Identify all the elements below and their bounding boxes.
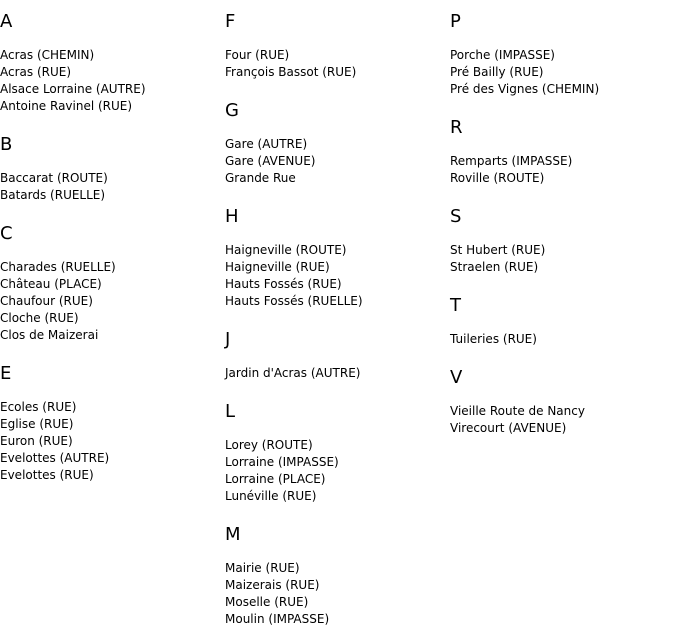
letter-heading: A [0,11,13,32]
street-item[interactable]: Porche (IMPASSE) [450,48,555,62]
street-item[interactable]: Roville (ROUTE) [450,171,545,185]
street-item[interactable]: Acras (CHEMIN) [0,48,95,62]
street-item[interactable]: Pré Bailly (RUE) [450,65,544,79]
letter-group [225,524,445,628]
street-item[interactable]: Straelen (RUE) [450,260,539,274]
letter-heading: P [450,11,461,32]
street-item[interactable]: Evelottes (RUE) [0,468,94,482]
street-list [0,47,220,115]
street-item[interactable]: Cloche (RUE) [0,311,79,325]
letter-heading: J [225,329,231,350]
street-item[interactable]: Mairie (RUE) [225,561,300,575]
column-3 [450,0,670,437]
street-item[interactable]: Alsace Lorraine (AUTRE) [0,82,146,96]
street-item[interactable]: Gare (AUTRE) [225,137,308,151]
letter-group [450,367,670,437]
street-item[interactable]: Lorraine (PLACE) [225,472,326,486]
street-item[interactable]: Château (PLACE) [0,277,102,291]
street-list [225,47,445,81]
letter-group [450,295,670,348]
street-item[interactable]: St Hubert (RUE) [450,243,546,257]
street-list [450,331,670,348]
street-item[interactable]: Charades (RUELLE) [0,260,116,274]
street-item[interactable]: Euron (RUE) [0,434,73,448]
street-item[interactable]: Chaufour (RUE) [0,294,93,308]
street-list [450,403,670,437]
street-item[interactable]: Four (RUE) [225,48,290,62]
letter-group [0,363,220,484]
street-item[interactable]: Moulin (IMPASSE) [225,612,330,626]
letter-heading: S [450,206,462,227]
street-item[interactable]: Vieille Route de Nancy [450,404,585,418]
street-item[interactable]: Baccarat (ROUTE) [0,171,108,185]
letter-heading: G [225,100,239,121]
letter-group [225,401,445,505]
letter-group [450,206,670,276]
street-item[interactable]: Clos de Maizerai [0,328,99,342]
street-item[interactable]: Haigneville (RUE) [225,260,330,274]
street-list [0,170,220,204]
street-item[interactable]: Grande Rue [225,171,296,185]
letter-group [450,11,670,98]
street-item[interactable]: Hauts Fossés (RUELLE) [225,294,363,308]
letter-heading: M [225,524,241,545]
letter-group [225,329,445,382]
letter-heading: T [450,295,461,316]
letter-heading: R [450,117,463,138]
street-item[interactable]: Evelottes (AUTRE) [0,451,110,465]
street-item[interactable]: Lunéville (RUE) [225,489,317,503]
street-list [225,136,445,187]
street-list [0,399,220,484]
street-item[interactable]: Antoine Ravinel (RUE) [0,99,133,113]
letter-heading: H [225,206,239,227]
letter-group [0,223,220,344]
street-item[interactable]: François Bassot (RUE) [225,65,357,79]
street-item[interactable]: Eglise (RUE) [0,417,74,431]
column-2 [225,0,445,628]
street-list [450,153,670,187]
street-item[interactable]: Gare (AVENUE) [225,154,316,168]
street-item[interactable]: Batards (RUELLE) [0,188,106,202]
letter-heading: E [0,363,12,384]
letter-heading: L [225,401,236,422]
letter-heading: F [225,11,236,32]
street-list [450,242,670,276]
letter-group [0,11,220,115]
street-item[interactable]: Acras (RUE) [0,65,72,79]
street-item[interactable]: Lorraine (IMPASSE) [225,455,339,469]
letter-group [225,100,445,187]
street-list [225,560,445,628]
street-item[interactable]: Jardin d'Acras (AUTRE) [225,366,361,380]
street-item[interactable]: Pré des Vignes (CHEMIN) [450,82,600,96]
street-list [225,365,445,382]
letter-group [450,117,670,187]
street-list [225,437,445,505]
letter-heading: C [0,223,13,244]
column-1 [0,0,220,484]
street-item[interactable]: Haigneville (ROUTE) [225,243,347,257]
street-item[interactable]: Remparts (IMPASSE) [450,154,573,168]
street-item[interactable]: Ecoles (RUE) [0,400,77,414]
street-list [450,47,670,98]
street-item[interactable]: Hauts Fossés (RUE) [225,277,342,291]
street-item[interactable]: Virecourt (AVENUE) [450,421,567,435]
letter-group [225,11,445,81]
letter-heading: B [0,134,13,155]
letter-group [0,134,220,204]
street-list [225,242,445,310]
street-list [0,259,220,344]
street-item[interactable]: Lorey (ROUTE) [225,438,313,452]
street-item[interactable]: Moselle (RUE) [225,595,309,609]
letter-heading: V [450,367,463,388]
street-item[interactable]: Maizerais (RUE) [225,578,320,592]
street-item[interactable]: Tuileries (RUE) [450,332,537,346]
letter-group [225,206,445,310]
